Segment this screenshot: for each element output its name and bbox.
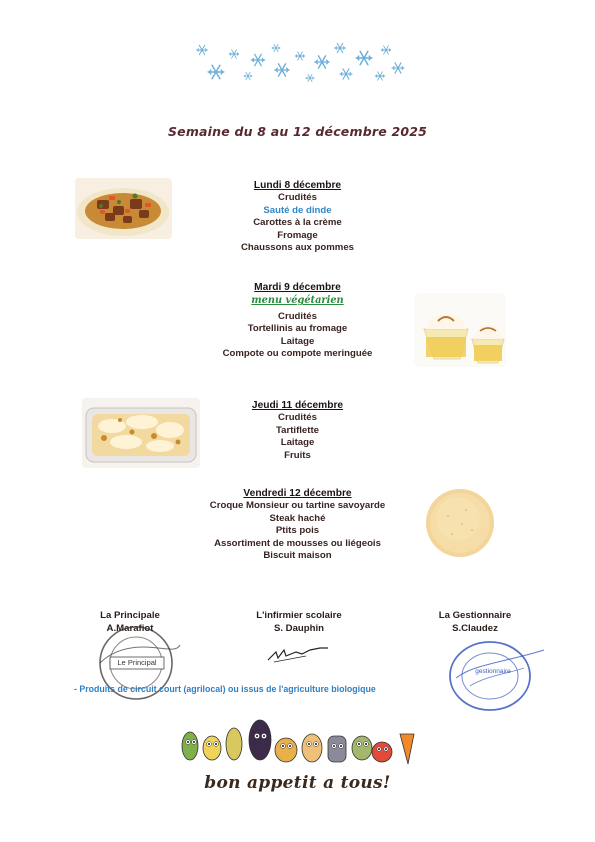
nurse-signature-block	[244, 610, 354, 635]
week-title: Semaine du 8 au 12 décembre 2025	[167, 124, 428, 139]
menu-item: Croque Monsieur ou tartine savoyarde	[209, 500, 386, 512]
menu-item: Tortellinis au fromage	[247, 323, 348, 335]
menu-item: Carottes à la crème	[253, 217, 342, 229]
thursday-menu	[180, 400, 415, 462]
tuesday-menu	[180, 282, 415, 360]
menu-item: Assortiment de mousses ou liégeois	[214, 537, 381, 549]
menu-item: Fruits	[284, 449, 311, 461]
monday-day-title: Lundi 8 décembre	[253, 180, 342, 191]
menu-item: Crudités	[278, 192, 317, 204]
compote-meringuee-photo	[414, 293, 506, 367]
manager-role: La Gestionnaire	[438, 610, 512, 621]
menu-item: Steak haché	[269, 512, 326, 524]
vegetarian-badge: menu végétarien	[251, 295, 344, 307]
menu-item: Laitage	[280, 437, 315, 449]
bon-appetit-closing: bon appetit a tous!	[204, 773, 391, 793]
principal-stamp-label: Le Principal	[117, 658, 157, 667]
menu-item-local: Sauté de dinde	[263, 204, 332, 216]
local-products-note: - Produits de circuit court (agrilocal) ou issus de l'agriculture biologique	[74, 684, 376, 694]
nurse-name: S. Dauphin	[273, 622, 325, 634]
menu-item: Fromage	[277, 229, 318, 241]
manager-name: S.Claudez	[452, 622, 498, 634]
menu-item: Compote ou compote meringuée	[222, 348, 373, 360]
friday-day-title: Vendredi 12 décembre	[243, 488, 352, 499]
friday-menu	[180, 488, 415, 562]
thursday-day-title: Jeudi 11 décembre	[251, 400, 344, 411]
menu-item: Chaussons aux pommes	[240, 242, 355, 254]
menu-item: Crudités	[278, 412, 317, 424]
principal-role: La Principale	[100, 610, 160, 621]
saute-de-dinde-photo	[75, 178, 172, 239]
menu-item: Ptits pois	[275, 525, 320, 537]
vegetables-illustration	[176, 714, 424, 770]
menu-item: Biscuit maison	[263, 550, 332, 562]
monday-menu	[180, 180, 415, 254]
menu-item: Laitage	[280, 335, 315, 347]
nurse-role: L'infirmier scolaire	[256, 610, 342, 621]
biscuit-photo	[422, 486, 498, 560]
menu-item: Tartiflette	[276, 424, 319, 436]
manager-stamp-label: gestionnaire	[475, 668, 511, 675]
nurse-signature-scribble	[266, 642, 330, 666]
manager-signature-block	[425, 610, 525, 635]
snowflakes-banner	[190, 40, 408, 88]
manager-stamp	[440, 634, 550, 714]
menu-item: Crudités	[278, 310, 317, 322]
tuesday-day-title: Mardi 9 décembre	[254, 282, 341, 293]
principal-name: A.Marafiot	[106, 622, 154, 634]
